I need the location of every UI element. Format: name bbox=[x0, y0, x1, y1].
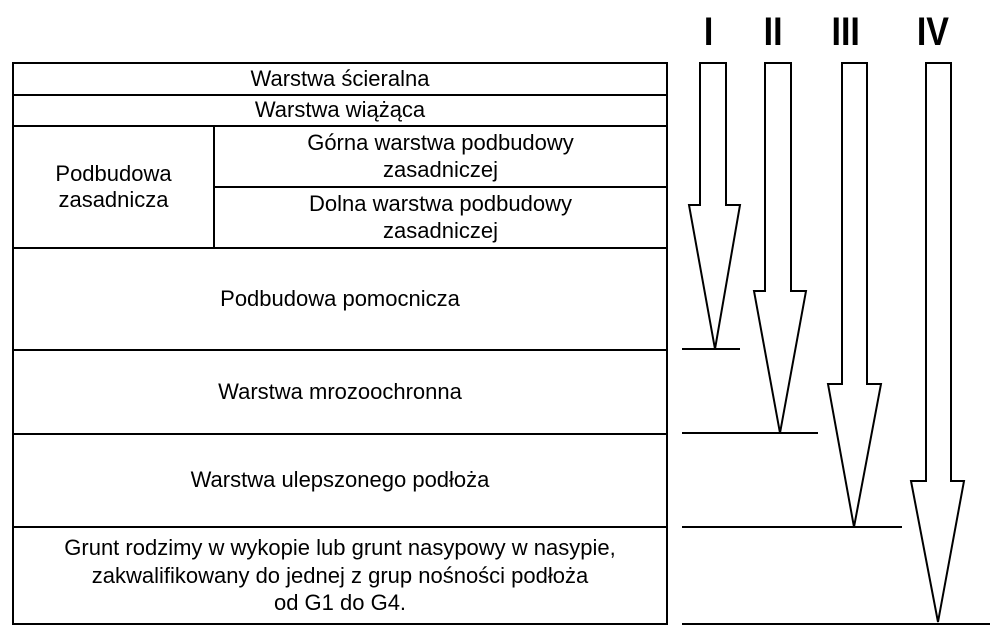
layer-main-base-lower-label: Dolna warstwa podbudowy zasadniczej bbox=[309, 191, 572, 243]
down-arrow-iii-icon bbox=[828, 63, 881, 527]
arrow-label-i: I bbox=[703, 10, 714, 54]
arrow-label-iii: III bbox=[831, 10, 860, 54]
layer-main-base-label: Podbudowa zasadnicza bbox=[55, 160, 172, 212]
layer-main-base-upper-label: Górna warstwa podbudowy zasadniczej bbox=[307, 130, 574, 182]
down-arrow-i-icon bbox=[689, 63, 740, 349]
layer-binder-course-label: Warstwa wiążąca bbox=[254, 97, 426, 123]
arrow-label-iv: IV bbox=[916, 10, 949, 54]
layer-auxiliary-base-label: Podbudowa pomocnicza bbox=[220, 285, 460, 311]
layer-native-soil-label: Grunt rodzimy w wykopie lub grunt nasypowy w nasypie, zakwalifikowany do jednej z grup nośności podłoża od G1 do G4. bbox=[64, 535, 616, 616]
layer-frost-protection-label: Warstwa mrozoochronna bbox=[218, 378, 462, 404]
arrow-label-ii: II bbox=[763, 10, 783, 54]
layer-improved-subgrade-label: Warstwa ulepszonego podłoża bbox=[190, 467, 490, 493]
down-arrow-iv-icon bbox=[911, 63, 964, 622]
layer-wearing-course-label: Warstwa ścieralna bbox=[250, 65, 430, 91]
down-arrow-ii-icon bbox=[754, 63, 806, 433]
